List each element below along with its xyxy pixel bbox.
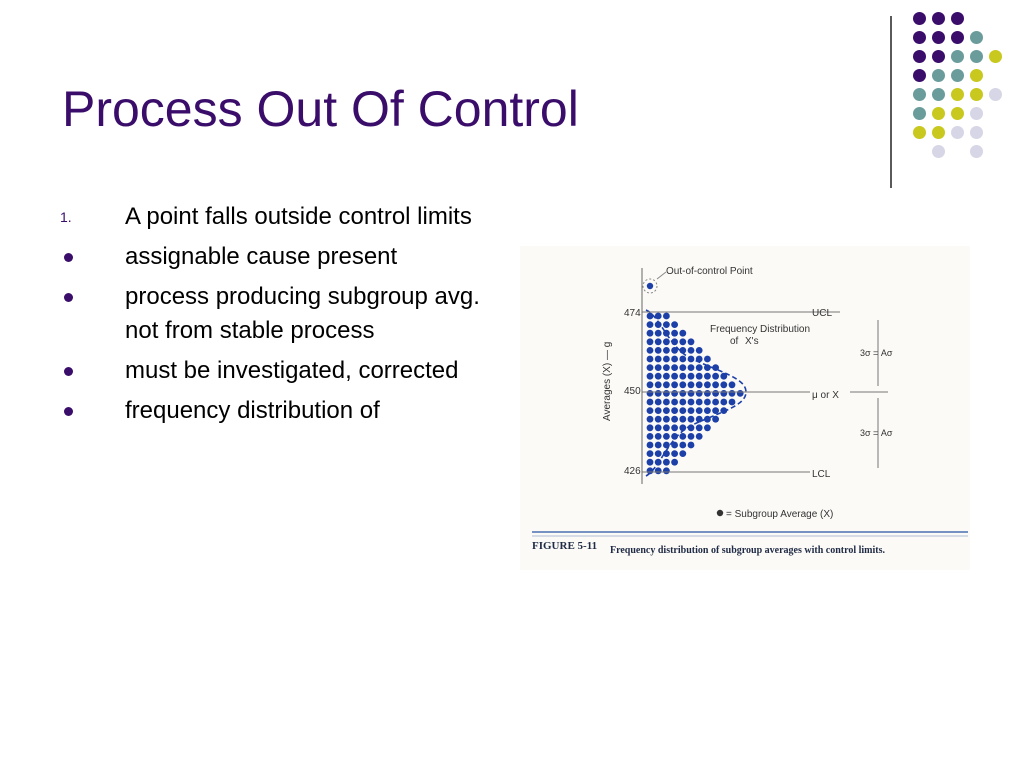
bullet-icon: [64, 253, 73, 262]
decor-dot-purple: [932, 12, 945, 25]
subgroup-average-dot: [647, 390, 654, 397]
subgroup-average-dot: [671, 321, 678, 328]
subgroup-average-dot: [671, 330, 678, 337]
subgroup-average-dot: [679, 416, 686, 423]
subgroup-average-dot: [679, 356, 686, 363]
subgroup-average-dot: [655, 416, 662, 423]
subgroup-average-dot: [663, 356, 670, 363]
subgroup-average-dot: [655, 347, 662, 354]
subgroup-average-dot: [704, 424, 711, 431]
decor-dot-purple: [951, 12, 964, 25]
subgroup-average-dot: [663, 424, 670, 431]
subgroup-average-dot: [671, 424, 678, 431]
subgroup-average-dot: [663, 442, 670, 449]
subgroup-average-dot: [704, 356, 711, 363]
decor-dot-lavender: [951, 126, 964, 139]
subgroup-average-dot: [655, 467, 662, 474]
decor-dot-lavender: [970, 145, 983, 158]
content-list: [60, 200, 500, 434]
subgroup-average-dot: [647, 356, 654, 363]
subgroup-average-dot: [663, 399, 670, 406]
subgroup-average-dot: [655, 442, 662, 449]
subgroup-average-dot: [688, 433, 695, 440]
subgroup-average-dot: [696, 416, 703, 423]
control-chart-svg: [520, 246, 970, 570]
subgroup-average-dot: [655, 399, 662, 406]
subgroup-average-dot: [679, 399, 686, 406]
tick-474: 474: [624, 308, 641, 319]
list-item: [60, 240, 500, 274]
subgroup-average-dot: [679, 338, 686, 345]
bullet-icon: [64, 407, 73, 416]
subgroup-average-dot: [704, 390, 711, 397]
subgroup-average-dot: [655, 407, 662, 414]
frequency-of-label: of: [730, 336, 739, 347]
subgroup-average-dot: [696, 364, 703, 371]
decorative-dot-grid: [900, 12, 1010, 167]
slide-title: Process Out Of Control: [62, 81, 579, 137]
subgroup-average-dot: [655, 390, 662, 397]
subgroup-average-dot: [663, 390, 670, 397]
subgroup-average-dot: [663, 407, 670, 414]
subgroup-average-dot: [647, 381, 654, 388]
decor-dot-teal: [951, 69, 964, 82]
subgroup-average-dot: [655, 364, 662, 371]
frequency-distribution-label: Frequency Distribution: [710, 324, 811, 335]
frequency-xs-label: X's: [745, 336, 759, 347]
decor-dot-purple: [913, 50, 926, 63]
subgroup-average-dot: [696, 390, 703, 397]
subgroup-average-dot: [688, 399, 695, 406]
subgroup-average-dot: [671, 416, 678, 423]
bullet-icon: [64, 367, 73, 376]
subgroup-average-dot: [688, 407, 695, 414]
subgroup-average-dot: [679, 381, 686, 388]
subgroup-average-dot: [679, 373, 686, 380]
subgroup-average-dot: [655, 373, 662, 380]
decor-dot-teal: [951, 50, 964, 63]
decor-dot-yellow: [932, 126, 945, 139]
legend-label: = Subgroup Average (X): [726, 509, 834, 520]
decor-dot-purple: [932, 50, 945, 63]
decor-dot-teal: [913, 107, 926, 120]
list-item-text: frequency distribution of: [125, 397, 380, 424]
out-of-control-pointer: [657, 272, 666, 279]
y-axis-label: Averages (X) — g: [602, 341, 613, 421]
subgroup-average-dot: [671, 356, 678, 363]
decor-dot-purple: [951, 31, 964, 44]
decor-dot-teal: [970, 50, 983, 63]
subgroup-average-dot: [712, 399, 719, 406]
subgroup-average-dot: [671, 381, 678, 388]
ucl-label: UCL: [812, 308, 833, 319]
subgroup-average-dot: [647, 407, 654, 414]
subgroup-average-dot: [647, 459, 654, 466]
subgroup-average-dot: [671, 407, 678, 414]
tick-426: 426: [624, 466, 641, 477]
subgroup-average-dot: [663, 459, 670, 466]
list-item-text: A point falls outside control limits: [125, 203, 472, 230]
decor-dot-lavender: [932, 145, 945, 158]
subgroup-average-dot: [647, 424, 654, 431]
list-item-text: process producing subgroup avg. not from stable process: [125, 283, 480, 344]
subgroup-average-dot: [688, 373, 695, 380]
subgroup-average-dot: [720, 399, 727, 406]
subgroup-average-dot: [696, 381, 703, 388]
out-of-control-point: [647, 283, 653, 289]
sigma-top-label: 3σ = Aσ: [860, 348, 893, 358]
subgroup-average-dot: [712, 407, 719, 414]
decor-dot-teal: [970, 31, 983, 44]
subgroup-average-dot: [655, 356, 662, 363]
subgroup-average-dot: [688, 347, 695, 354]
sigma-bottom-label: 3σ = Aσ: [860, 428, 893, 438]
subgroup-average-dot: [663, 381, 670, 388]
subgroup-average-dot: [655, 433, 662, 440]
subgroup-average-dot: [688, 442, 695, 449]
list-number: 1.: [60, 209, 72, 225]
subgroup-average-dot: [737, 390, 744, 397]
subgroup-average-dot: [688, 364, 695, 371]
tick-450: 450: [624, 386, 641, 397]
subgroup-average-dot: [663, 321, 670, 328]
subgroup-average-dot: [671, 373, 678, 380]
subgroup-average-dot: [729, 399, 736, 406]
subgroup-average-dot: [663, 364, 670, 371]
subgroup-average-dot: [647, 442, 654, 449]
subgroup-average-dot: [663, 467, 670, 474]
subgroup-average-dot: [679, 407, 686, 414]
decor-dot-purple: [913, 12, 926, 25]
list-item-text: assignable cause present: [125, 243, 398, 270]
subgroup-average-dot: [647, 373, 654, 380]
subgroup-average-dot: [671, 390, 678, 397]
subgroup-average-dot: [696, 373, 703, 380]
subgroup-average-dot: [671, 364, 678, 371]
decor-dot-yellow: [989, 50, 1002, 63]
subgroup-average-dot: [688, 416, 695, 423]
subgroup-average-dot: [647, 450, 654, 457]
legend-dot: [717, 510, 723, 516]
decor-dot-yellow: [970, 88, 983, 101]
subgroup-average-dot: [688, 390, 695, 397]
subgroup-average-dot: [696, 347, 703, 354]
decor-dot-teal: [913, 88, 926, 101]
subgroup-average-dot: [647, 330, 654, 337]
bullet-icon: [64, 293, 73, 302]
subgroup-average-dot: [696, 399, 703, 406]
subgroup-average-dot: [655, 330, 662, 337]
divider-line: [890, 16, 892, 188]
subgroup-average-dot: [704, 407, 711, 414]
decor-dot-purple: [913, 31, 926, 44]
subgroup-average-dot: [720, 381, 727, 388]
lcl-label: LCL: [812, 469, 831, 480]
decor-dot-teal: [932, 88, 945, 101]
subgroup-average-dot: [688, 381, 695, 388]
subgroup-average-dot: [688, 338, 695, 345]
figure-caption-text: Frequency distribution of subgroup averages with control limits.: [610, 545, 886, 556]
subgroup-average-dot: [679, 364, 686, 371]
list-item: [60, 280, 500, 348]
subgroup-average-dot: [729, 381, 736, 388]
decor-dot-purple: [913, 69, 926, 82]
list-item-text: must be investigated, corrected: [125, 357, 459, 384]
subgroup-average-dot: [712, 390, 719, 397]
list-item: [60, 354, 500, 388]
subgroup-average-dot: [655, 381, 662, 388]
decor-dot-lavender: [970, 107, 983, 120]
subgroup-average-dot: [671, 399, 678, 406]
subgroup-average-dot: [729, 390, 736, 397]
list-item: [60, 200, 500, 234]
subgroup-average-dot: [671, 450, 678, 457]
decor-dot-yellow: [951, 107, 964, 120]
subgroup-average-dot: [679, 390, 686, 397]
subgroup-average-dot: [663, 433, 670, 440]
subgroup-average-dot: [663, 313, 670, 320]
subgroup-average-dot: [647, 399, 654, 406]
subgroup-average-dot: [712, 381, 719, 388]
subgroup-average-dot: [647, 364, 654, 371]
subgroup-average-dot: [647, 416, 654, 423]
subgroup-average-dot: [679, 330, 686, 337]
subgroup-average-dot: [671, 459, 678, 466]
subgroup-average-dot: [720, 390, 727, 397]
subgroup-average-dot: [704, 399, 711, 406]
center-label: μ or X: [812, 390, 839, 401]
subgroup-average-dot: [655, 338, 662, 345]
decor-dot-yellow: [913, 126, 926, 139]
subgroup-average-dot: [704, 373, 711, 380]
figure-control-chart: [520, 246, 970, 570]
subgroup-average-dot: [647, 321, 654, 328]
subgroup-average-dot: [663, 338, 670, 345]
out-of-control-label: Out-of-control Point: [666, 266, 753, 277]
decor-dot-yellow: [951, 88, 964, 101]
subgroup-average-dot: [647, 313, 654, 320]
subgroup-average-dot: [655, 424, 662, 431]
subgroup-average-dot: [704, 381, 711, 388]
decor-dot-purple: [932, 31, 945, 44]
subgroup-average-dot: [679, 450, 686, 457]
subgroup-average-dot: [663, 416, 670, 423]
figure-caption-label: FIGURE 5-11: [532, 540, 598, 552]
decor-dot-lavender: [989, 88, 1002, 101]
subgroup-average-dot: [679, 433, 686, 440]
decor-dot-yellow: [970, 69, 983, 82]
subgroup-average-dot: [647, 347, 654, 354]
subgroup-average-dot: [679, 442, 686, 449]
decor-dot-lavender: [970, 126, 983, 139]
subgroup-average-dot: [663, 373, 670, 380]
subgroup-average-dot: [655, 450, 662, 457]
decor-dot-yellow: [932, 107, 945, 120]
list-item: [60, 394, 500, 428]
subgroup-average-dot: [696, 424, 703, 431]
decor-dot-teal: [932, 69, 945, 82]
subgroup-average-dot: [663, 347, 670, 354]
subgroup-average-dot: [696, 407, 703, 414]
subgroup-average-dot: [712, 373, 719, 380]
subgroup-average-dot: [647, 338, 654, 345]
subgroup-average-dot: [647, 433, 654, 440]
subgroup-average-dot: [696, 433, 703, 440]
